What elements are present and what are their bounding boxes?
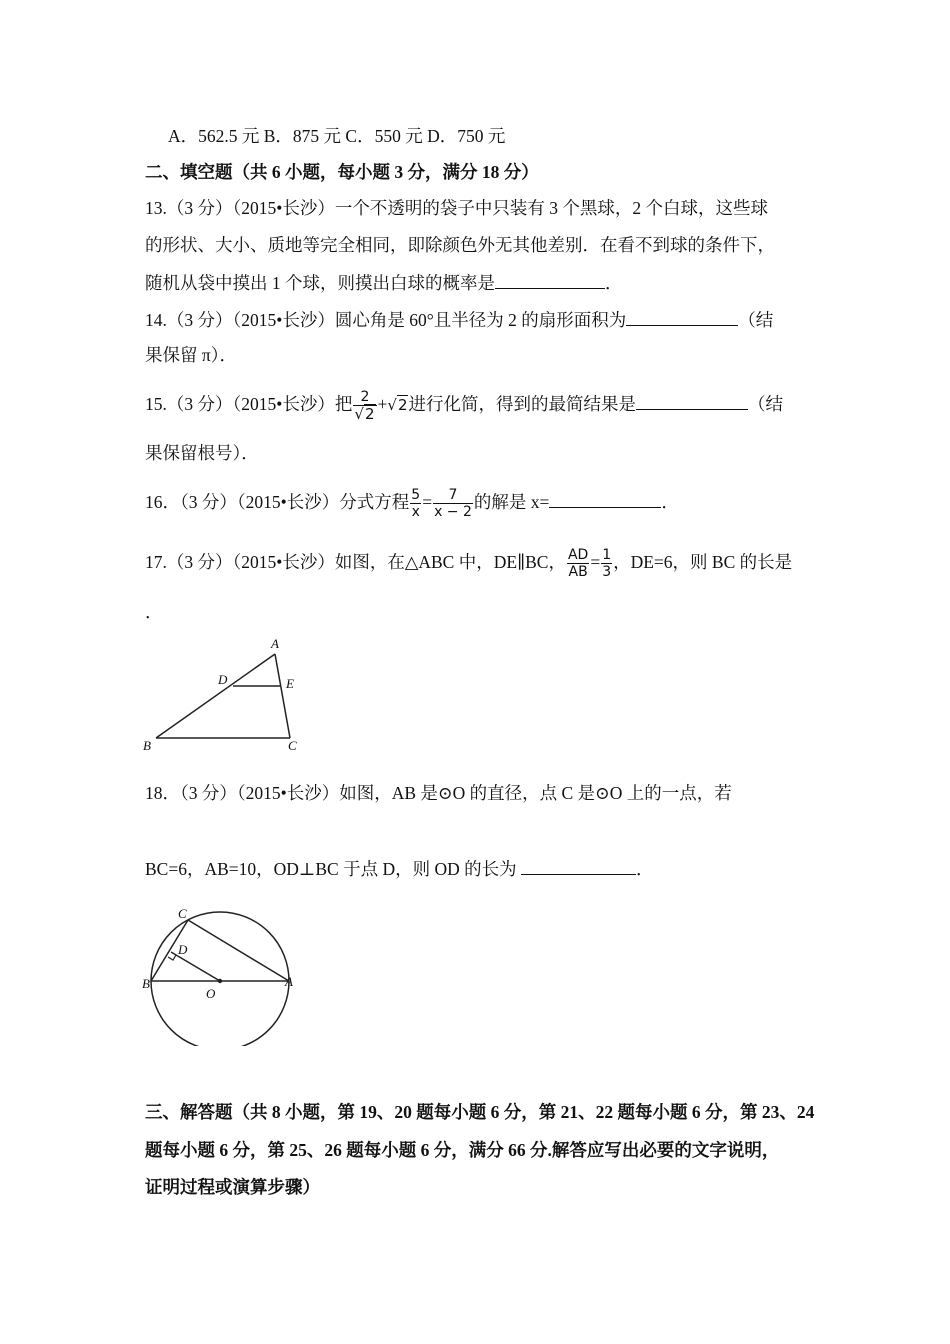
section3-line2: 题每小题 6 分，第 25、26 题每小题 6 分，满分 66 分.解答应写出必要的文字说明， [145,1140,780,1160]
label-b: B [142,976,150,991]
q16-equals: = [422,492,433,512]
label-o: O [206,986,216,1001]
q14-answer-blank[interactable] [626,307,738,326]
q14-line1-text: 14.（3 分）（2015•长沙）圆心角是 60°且半径为 2 的扇形面积为 [145,310,627,330]
q14-line1 [145,307,773,332]
q15-line1 [145,386,783,423]
label-c: C [178,906,187,921]
segment-ab [156,654,275,738]
q13-line1: 13.（3 分）（2015•长沙）一个不透明的袋子中只装有 3 个黑球，2 个白球，这些球 [145,198,768,218]
q17-fraction-1 [567,547,589,580]
section3-line1: 三、解答题（共 8 小题，第 19、20 题每小题 6 分，第 21、22 题每小题 6 分，第 23、24 [145,1102,815,1122]
q13-line2: 的形状、大小、质地等完全相同，即除颜色外无其他差别．在看不到球的条件下， [145,235,775,255]
q15-prefix: 15.（3 分）（2015•长沙）把 [145,394,353,414]
segment-ac [275,654,290,738]
q15-frac-den-root: 2 [364,405,375,424]
q13-line3-end: ． [605,273,623,293]
q18-line2-end: ． [636,859,654,879]
q16-answer-blank[interactable] [549,489,661,508]
q17-triangle-figure [138,632,308,756]
q16-tail: ． [661,492,679,512]
q16-prefix: 16．（3 分）（2015•长沙）分式方程 [145,492,410,512]
q18-answer-blank[interactable] [521,856,636,875]
q15-after: 进行化简，得到的最简结果是 [408,394,636,414]
label-a: A [285,974,293,989]
q17-frac2-num: 1 [602,547,612,564]
q16-line1 [145,484,679,520]
section3-line3: 证明过程或演算步骤） [145,1177,320,1197]
label-e: E [286,676,294,691]
q18-line2 [145,856,654,881]
q17-line2: ． [145,602,163,622]
q13-answer-blank[interactable] [495,270,605,289]
label-d: D [178,942,188,957]
label-a: A [271,636,279,651]
q15-answer-blank[interactable] [636,391,748,410]
label-b: B [143,738,151,753]
q17-equals: = [590,552,601,572]
q16-fraction-1 [410,487,421,520]
q12-options: A．562.5 元 B．875 元 C．550 元 D．750 元 [168,126,506,146]
q17-after: ，DE=6，则 BC 的长是 [613,552,793,572]
q15-tail: （结 [747,394,783,414]
q16-frac2-den: x − 2 [434,504,472,521]
q15-frac-den: √2 [354,405,375,424]
q17-frac1-den: AB [568,564,588,581]
q18-line1: 18．（3 分）（2015•长沙）如图，AB 是⊙O 的直径，点 C 是⊙O 上的一点，若 [145,783,732,803]
q17-fraction-2 [601,547,612,580]
q16-fraction-2 [433,487,473,520]
q18-line2-text: BC=6，AB=10，OD⊥BC 于点 D，则 OD 的长为 [145,859,517,879]
q18-circle-figure [138,906,308,1046]
q15-line2: 果保留根号）． [145,443,259,463]
label-c: C [288,738,297,753]
point-o [218,979,222,983]
q17-frac2-den: 3 [602,564,612,581]
q17-frac1-num: AD [567,547,589,564]
right-angle-mark [168,955,176,960]
q16-frac1-num: 5 [411,487,421,504]
q14-line1-end: （结 [738,310,774,330]
q17-prefix: 17.（3 分）（2015•长沙）如图，在△ABC 中，DE∥BC， [145,552,566,572]
q16-frac1-den: x [411,504,420,521]
section2-title: 二、填空题（共 6 小题，每小题 3 分，满分 18 分） [145,162,539,182]
q17-line1 [145,544,792,580]
label-d: D [218,672,228,687]
q13-line3-text: 随机从袋中摸出 1 个球，则摸出白球的概率是 [145,273,495,293]
q13-line3 [145,270,623,295]
q15-frac-num: 2 [360,389,370,406]
q16-after: 的解是 x= [473,492,550,512]
q15-plus: + [377,394,388,414]
q15-fraction [353,389,376,422]
q16-frac2-num: 7 [448,487,458,504]
q15-sqrt: √2 [387,396,408,414]
q15-sqrt-value: 2 [397,396,408,414]
q14-line2: 果保留 π）． [145,345,237,365]
